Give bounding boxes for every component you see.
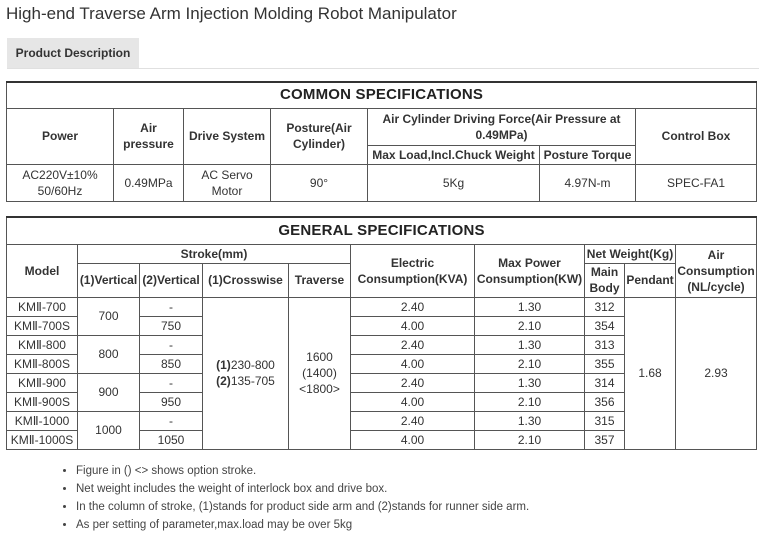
crosswise-cell	[203, 297, 289, 449]
max-power-cell: 2.10	[475, 316, 585, 335]
header-posture: Posture(Air Cylinder)	[271, 108, 368, 164]
note-item: • In the column of stroke, (1)stands for product side arm and (2)stands for runner side arm.	[76, 498, 529, 516]
header-air-consumption: Air Consumption (NL/cycle)	[676, 244, 757, 297]
electric-cell: 4.00	[351, 354, 475, 373]
main-body-cell: 312	[585, 297, 625, 316]
electric-cell: 2.40	[351, 373, 475, 392]
header-control-box: Control Box	[636, 108, 757, 164]
crosswise-index-1: (1)	[216, 358, 231, 372]
crosswise-value-1: 230-800	[230, 358, 275, 372]
electric-cell: 2.40	[351, 411, 475, 430]
value-air-pressure: 0.49MPa	[114, 164, 184, 201]
header-driving-force: Air Cylinder Driving Force(Air Pressure at 0.49MPa)	[368, 108, 636, 145]
common-caption: COMMON SPECIFICATIONS	[7, 82, 757, 108]
max-power-cell: 1.30	[475, 335, 585, 354]
notes-list	[58, 462, 529, 534]
max-power-cell: 2.10	[475, 354, 585, 373]
model-cell: KMⅡ-900S	[7, 392, 78, 411]
general-caption: GENERAL SPECIFICATIONS	[7, 217, 757, 244]
model-cell: KMⅡ-1000S	[7, 430, 78, 449]
max-power-cell: 2.10	[475, 392, 585, 411]
main-body-cell: 313	[585, 335, 625, 354]
electric-cell: 4.00	[351, 316, 475, 335]
pendant-cell: 1.68	[625, 297, 676, 449]
main-body-cell: 314	[585, 373, 625, 392]
vertical1-cell: 700	[78, 297, 140, 335]
electric-cell: 2.40	[351, 335, 475, 354]
vertical2-cell: -	[140, 373, 203, 392]
traverse-value: 1600	[306, 350, 333, 364]
vertical1-cell: 900	[78, 373, 140, 411]
value-power: AC220V±10% 50/60Hz	[7, 164, 114, 201]
model-cell: KMⅡ-800	[7, 335, 78, 354]
air-consumption-cell: 2.93	[676, 297, 757, 449]
note-item: • Figure in () <> shows option stroke.	[76, 462, 529, 480]
header-vertical-2: (2)Vertical	[140, 263, 203, 297]
header-crosswise: (1)Crosswise	[203, 263, 289, 297]
main-body-cell: 355	[585, 354, 625, 373]
tab-divider	[7, 68, 759, 69]
value-posture-torque: 4.97N-m	[540, 164, 636, 201]
header-main-body: Main Body	[585, 263, 625, 297]
header-posture-torque: Posture Torque	[540, 145, 636, 164]
tab-product-description[interactable]: Product Description	[7, 38, 139, 68]
electric-cell: 2.40	[351, 297, 475, 316]
model-cell: KMⅡ-700S	[7, 316, 78, 335]
traverse-cell	[289, 297, 351, 449]
model-cell: KMⅡ-800S	[7, 354, 78, 373]
traverse-option-2: <1800>	[299, 382, 340, 396]
max-power-cell: 2.10	[475, 430, 585, 449]
model-cell: KMⅡ-1000	[7, 411, 78, 430]
value-control-box: SPEC-FA1	[636, 164, 757, 201]
electric-cell: 4.00	[351, 392, 475, 411]
vertical2-cell: 950	[140, 392, 203, 411]
header-net-weight: Net Weight(Kg)	[585, 244, 676, 263]
value-posture: 90°	[271, 164, 368, 201]
vertical2-cell: 750	[140, 316, 203, 335]
common-specifications-table	[6, 81, 757, 202]
main-body-cell: 357	[585, 430, 625, 449]
header-max-power: Max Power Consumption(KW)	[475, 244, 585, 297]
general-specifications-table	[6, 216, 757, 450]
main-body-cell: 315	[585, 411, 625, 430]
model-cell: KMⅡ-900	[7, 373, 78, 392]
traverse-option-1: (1400)	[302, 366, 337, 380]
header-vertical-1: (1)Vertical	[78, 263, 140, 297]
page-title: High-end Traverse Arm Injection Molding Robot Manipulator	[6, 4, 457, 23]
max-power-cell: 1.30	[475, 297, 585, 316]
value-drive-system: AC Servo Motor	[184, 164, 271, 201]
max-power-cell: 1.30	[475, 411, 585, 430]
header-air-pressure: Air pressure	[114, 108, 184, 164]
model-cell: KMⅡ-700	[7, 297, 78, 316]
vertical2-cell: 850	[140, 354, 203, 373]
crosswise-value-2: 135-705	[230, 374, 275, 388]
header-electric-consumption: Electric Consumption(KVA)	[351, 244, 475, 297]
header-drive-system: Drive System	[184, 108, 271, 164]
note-item: • As per setting of parameter,max.load may be over 5kg	[76, 516, 529, 534]
header-stroke: Stroke(mm)	[78, 244, 351, 263]
header-max-load: Max Load,Incl.Chuck Weight	[368, 145, 540, 164]
crosswise-index-2: (2)	[216, 374, 231, 388]
note-item: • Net weight includes the weight of interlock box and drive box.	[76, 480, 529, 498]
header-model: Model	[7, 244, 78, 297]
main-body-cell: 354	[585, 316, 625, 335]
vertical2-cell: -	[140, 411, 203, 430]
max-power-cell: 1.30	[475, 373, 585, 392]
vertical1-cell: 1000	[78, 411, 140, 449]
value-max-load: 5Kg	[368, 164, 540, 201]
vertical1-cell: 800	[78, 335, 140, 373]
vertical2-cell: 1050	[140, 430, 203, 449]
header-traverse: Traverse	[289, 263, 351, 297]
main-body-cell: 356	[585, 392, 625, 411]
electric-cell: 4.00	[351, 430, 475, 449]
table-row	[7, 297, 757, 316]
header-power: Power	[7, 108, 114, 164]
header-pendant: Pendant	[625, 263, 676, 297]
vertical2-cell: -	[140, 335, 203, 354]
vertical2-cell: -	[140, 297, 203, 316]
